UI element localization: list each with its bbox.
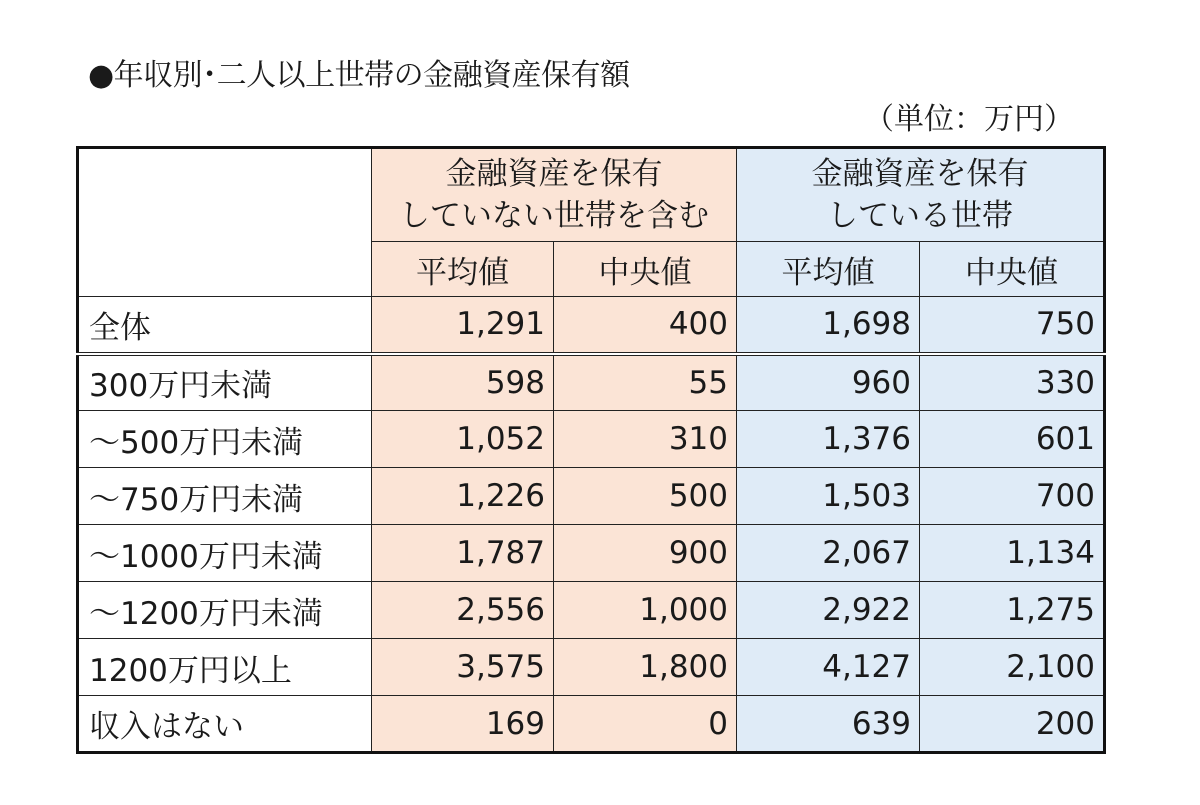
cell-median-incl: 900 [554, 525, 737, 582]
table-row [78, 639, 1105, 696]
cell-mean-holding: 2,067 [737, 525, 920, 582]
cell-mean-holding: 1,376 [737, 411, 920, 468]
row-label: 全体 [78, 297, 372, 354]
cell-median-incl: 55 [554, 354, 737, 411]
cell-mean-holding: 960 [737, 354, 920, 411]
page-title: ●年収別･二人以上世帯の金融資産保有額 [88, 58, 630, 93]
asset-table [76, 146, 1106, 754]
header-group1-line2: していない世帯を含む [399, 198, 709, 234]
cell-median-holding: 750 [920, 297, 1105, 354]
cell-mean-incl: 598 [372, 354, 554, 411]
cell-mean-incl: 1,052 [372, 411, 554, 468]
table-row [78, 354, 1105, 411]
header-mean-incl: 平均値 [372, 242, 554, 297]
table-row [78, 525, 1105, 582]
corner-cell [78, 148, 372, 297]
header-group2-line2: している世帯 [827, 198, 1013, 234]
table-row [78, 411, 1105, 468]
row-label: 1200万円以上 [78, 639, 372, 696]
header-median-incl: 中央値 [554, 242, 737, 297]
cell-mean-holding: 4,127 [737, 639, 920, 696]
cell-mean-incl: 1,787 [372, 525, 554, 582]
cell-mean-incl: 1,226 [372, 468, 554, 525]
header-group2-line1: 金融資産を保有 [811, 156, 1029, 192]
cell-median-holding: 700 [920, 468, 1105, 525]
cell-mean-holding: 1,503 [737, 468, 920, 525]
row-label: ～1000万円未満 [78, 525, 372, 582]
cell-mean-holding: 2,922 [737, 582, 920, 639]
header-group1-line1: 金融資産を保有 [445, 156, 663, 192]
table-row [78, 582, 1105, 639]
cell-mean-incl: 169 [372, 696, 554, 753]
header-mean-holding: 平均値 [737, 242, 920, 297]
cell-median-holding: 200 [920, 696, 1105, 753]
cell-median-holding: 2,100 [920, 639, 1105, 696]
unit-label: （単位：万円） [864, 102, 1074, 137]
cell-mean-incl: 1,291 [372, 297, 554, 354]
cell-mean-incl: 3,575 [372, 639, 554, 696]
header-group-including-nonholders [372, 148, 737, 242]
cell-median-incl: 500 [554, 468, 737, 525]
cell-median-incl: 0 [554, 696, 737, 753]
cell-median-holding: 1,275 [920, 582, 1105, 639]
row-label: ～750万円未満 [78, 468, 372, 525]
cell-median-holding: 1,134 [920, 525, 1105, 582]
cell-median-incl: 1,800 [554, 639, 737, 696]
cell-mean-holding: 1,698 [737, 297, 920, 354]
table-row [78, 468, 1105, 525]
row-label: 300万円未満 [78, 354, 372, 411]
header-median-holding: 中央値 [920, 242, 1105, 297]
row-label: 収入はない [78, 696, 372, 753]
row-label: ～500万円未満 [78, 411, 372, 468]
cell-median-incl: 310 [554, 411, 737, 468]
header-group-holders [737, 148, 1105, 242]
table-row [78, 297, 1105, 354]
cell-median-incl: 400 [554, 297, 737, 354]
cell-mean-incl: 2,556 [372, 582, 554, 639]
cell-median-holding: 330 [920, 354, 1105, 411]
table-body [78, 297, 1105, 753]
cell-mean-holding: 639 [737, 696, 920, 753]
cell-median-incl: 1,000 [554, 582, 737, 639]
row-label: ～1200万円未満 [78, 582, 372, 639]
cell-median-holding: 601 [920, 411, 1105, 468]
table-row [78, 696, 1105, 753]
